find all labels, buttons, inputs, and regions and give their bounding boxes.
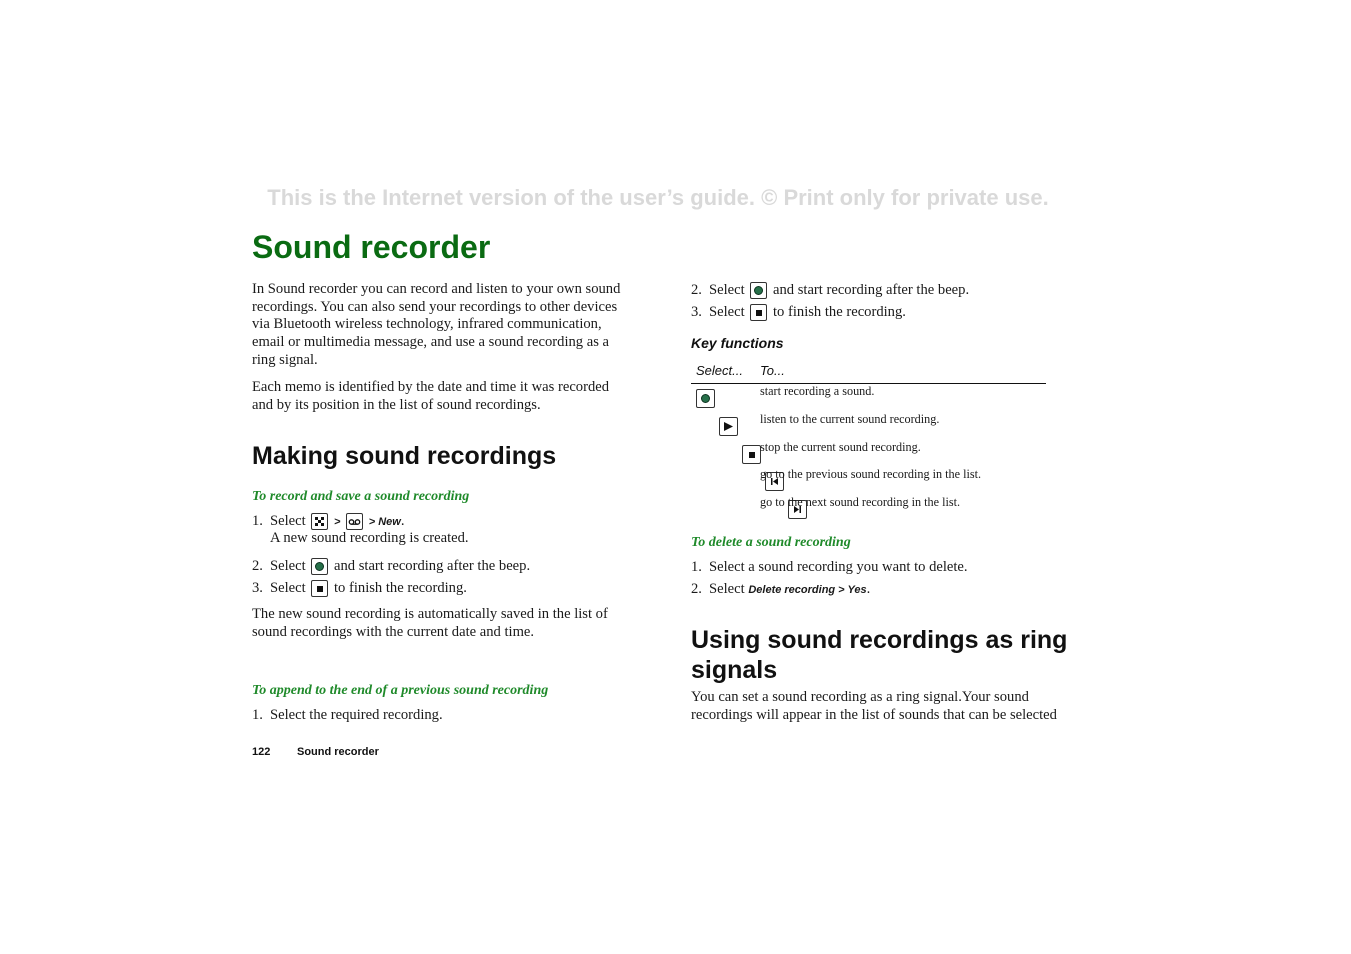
- stop-icon: [742, 445, 761, 464]
- table-row-text: stop the current sound recording.: [760, 440, 921, 454]
- section-heading-ring-signals: Using sound recordings as ring signals: [691, 626, 1068, 684]
- table-header-select: Select...: [696, 363, 743, 378]
- table-row-text: go to the next sound recording in the list.: [760, 495, 961, 509]
- key-functions-heading: Key functions: [691, 335, 784, 351]
- step-text: and start recording after the beep.: [333, 558, 531, 574]
- step-text: to finish the recording.: [333, 580, 467, 596]
- record-icon: [750, 282, 767, 299]
- step-number: 1.: [252, 513, 263, 529]
- procedure-title-record: To record and save a sound recording: [252, 489, 470, 504]
- step-text: Select: [270, 513, 306, 529]
- record-icon: [696, 389, 715, 408]
- voicemail-icon: [346, 513, 363, 530]
- play-icon: [719, 417, 738, 436]
- append-step-1: [252, 706, 443, 724]
- page-title: Sound recorder: [252, 229, 491, 265]
- step-number: 2.: [691, 581, 702, 597]
- step-number: 2.: [691, 282, 702, 298]
- footer-section-name: Sound recorder: [297, 746, 379, 758]
- record-icon: [311, 558, 328, 575]
- step-number: 1.: [252, 707, 263, 723]
- section-heading-making: Making sound recordings: [252, 442, 557, 470]
- menu-new: > New: [368, 516, 401, 528]
- intro-paragraph: In Sound recorder you can record and listen to your own sound recordings. You can also send your recordings to other devices via Bluetooth wireless technology, infrared communication, email or multimedia message, and use a sound recording as a ring signal.: [252, 281, 621, 368]
- step-number: 1.: [691, 559, 702, 575]
- record-step-1-subtext: A new sound recording is created.: [270, 530, 469, 546]
- page-number: 122: [252, 746, 271, 758]
- step-number: 3.: [691, 304, 702, 320]
- record-step-3: [252, 579, 467, 597]
- watermark: This is the Internet version of the user’s guide. © Print only for private use.: [267, 185, 1049, 210]
- step-text: Select: [709, 282, 745, 298]
- delete-step-2: [691, 580, 870, 599]
- step-number: 3.: [252, 580, 263, 596]
- delete-step-1: [691, 558, 968, 576]
- step-text: Select: [709, 304, 745, 320]
- step-text: Select: [270, 558, 306, 574]
- table-row-text: start recording a sound.: [760, 384, 875, 398]
- step-text: Select the required recording.: [270, 707, 443, 723]
- table-header-to: To...: [760, 363, 785, 378]
- step-text: Select: [709, 581, 745, 597]
- continued-step-2: [691, 281, 969, 299]
- menu-icon: [311, 513, 328, 530]
- period: .: [866, 581, 871, 597]
- record-step-2: [252, 557, 530, 575]
- menu-separator: >: [333, 516, 341, 528]
- continued-step-3: [691, 303, 906, 321]
- step-text: and start recording after the beep.: [772, 282, 970, 298]
- procedure-title-delete: To delete a sound recording: [691, 535, 851, 550]
- delete-command: Delete recording > Yes: [748, 584, 867, 596]
- step-number: 2.: [252, 558, 263, 574]
- period: .: [400, 513, 405, 529]
- autosave-paragraph: The new sound recording is automatically saved in the list of sound recordings with the current date and time.: [252, 606, 608, 640]
- stop-icon: [750, 304, 767, 321]
- step-text: Select a sound recording you want to delete.: [709, 559, 968, 575]
- step-text: to finish the recording.: [772, 304, 906, 320]
- memo-paragraph: Each memo is identified by the date and time it was recorded and by its position in the list of sound recordings.: [252, 379, 610, 413]
- table-row-text: listen to the current sound recording.: [760, 412, 940, 426]
- ring-signals-paragraph: You can set a sound recording as a ring signal.Your sound recordings will appear in the list of sounds that can be selected: [691, 689, 1057, 723]
- procedure-title-append: To append to the end of a previous sound recording: [252, 683, 549, 698]
- step-text: Select: [270, 580, 306, 596]
- stop-icon: [311, 580, 328, 597]
- table-row-text: go to the previous sound recording in the list.: [760, 467, 982, 481]
